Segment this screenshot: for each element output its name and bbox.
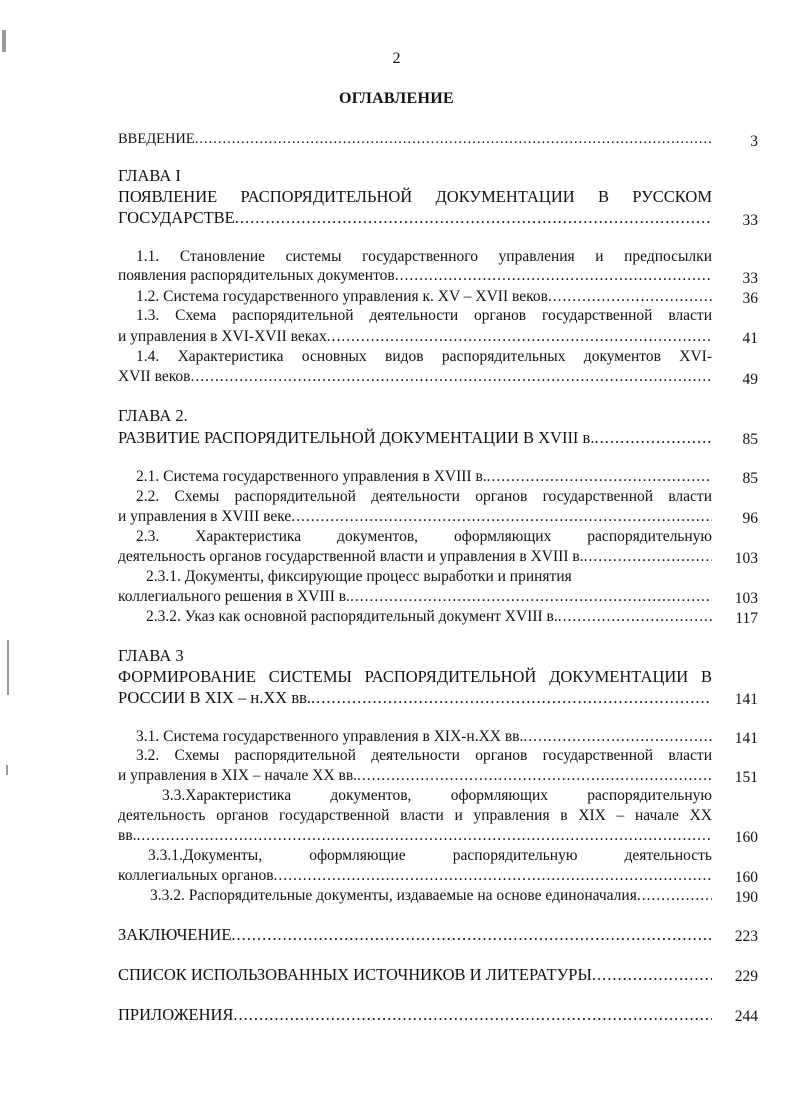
toc-entry-3-3-2[interactable] bbox=[118, 886, 712, 905]
leader-dots bbox=[637, 886, 712, 905]
toc-entry-label: 2.3.2. Указ как основной распорядительный документ XVIII в. bbox=[146, 608, 558, 625]
leader-dots bbox=[233, 1005, 712, 1024]
chapter-title[interactable] bbox=[118, 428, 712, 447]
toc-entry-label: РОССИИ В XIX – н.XX вв. bbox=[118, 688, 312, 707]
page-number: 2 bbox=[392, 50, 401, 67]
toc-entry-1-1[interactable]: 1.1. Становление системы государственного управления и предпосылки bbox=[136, 248, 712, 265]
toc-entry-label: 2.1. Система государственного управления в XVIII в. bbox=[136, 468, 487, 485]
chapter-title[interactable]: ФОРМИРОВАНИЕ СИСТЕМЫ РАСПОРЯДИТЕЛЬНОЙ ДОКУМЕНТАЦИИ В bbox=[118, 667, 712, 686]
toc-entry-label: ГОСУДАРСТВЕ bbox=[118, 208, 235, 227]
toc-entry-label: 1.2. Система государственного управления к. XV – XVII веков bbox=[136, 288, 548, 305]
toc-page-number: 36 bbox=[742, 290, 758, 307]
chapter-title-cont[interactable] bbox=[118, 208, 712, 227]
toc-entry-3-2-cont[interactable] bbox=[118, 766, 712, 785]
page-title: ОГЛАВЛЕНИЕ bbox=[339, 90, 454, 107]
toc-entry-2-2[interactable]: 2.2. Схемы распорядительной деятельности органов государственной власти bbox=[136, 488, 712, 505]
toc-entry-label: 3.1. Система государственного управления в XIX-н.XX вв. bbox=[136, 728, 524, 745]
toc-entry-label: XVII веков bbox=[118, 368, 191, 385]
toc-entry-2-2-cont[interactable] bbox=[118, 507, 712, 526]
toc-entry-2-1[interactable] bbox=[118, 467, 712, 486]
toc-page-number: 103 bbox=[734, 590, 758, 607]
toc-entry-2-3-1-cont[interactable] bbox=[118, 587, 712, 606]
toc-entry-2-3-2[interactable] bbox=[118, 607, 712, 626]
leader-dots bbox=[487, 467, 712, 486]
toc-page-number: 41 bbox=[742, 330, 758, 347]
toc-entry-label: 3.3.2. Распорядительные документы, издаваемые на основе единоначалия bbox=[150, 887, 637, 904]
toc-entry-label: появления распорядительных документов bbox=[118, 267, 395, 284]
leader-dots bbox=[195, 130, 712, 149]
toc-page-number: 190 bbox=[734, 889, 758, 906]
toc-entry-1-4[interactable]: 1.4. Характеристика основных видов распорядительных документов XVI- bbox=[136, 348, 712, 365]
chapter-label: ГЛАВА I bbox=[118, 166, 181, 185]
toc-page-number: 85 bbox=[742, 431, 758, 448]
leader-dots bbox=[584, 547, 712, 566]
toc-page-number: 141 bbox=[734, 730, 758, 747]
leader-dots bbox=[231, 925, 712, 944]
toc-entry-1-3-cont[interactable] bbox=[118, 327, 712, 346]
leader-dots bbox=[594, 428, 712, 447]
toc-page-number: 151 bbox=[734, 769, 758, 786]
leader-dots bbox=[523, 727, 712, 746]
leader-dots bbox=[235, 208, 712, 227]
leader-dots bbox=[137, 826, 712, 845]
toc-entry-conclusion[interactable] bbox=[118, 925, 712, 944]
scan-mark bbox=[7, 640, 9, 695]
toc-entry-3-1[interactable] bbox=[118, 727, 712, 746]
toc-page-number: 160 bbox=[734, 869, 758, 886]
leader-dots bbox=[274, 866, 712, 885]
leader-dots bbox=[395, 266, 712, 285]
toc-entry-label: ЗАКЛЮЧЕНИЕ bbox=[118, 925, 232, 944]
toc-entry-1-2[interactable] bbox=[118, 287, 712, 306]
toc-page-number: 33 bbox=[742, 270, 758, 287]
toc-entry-3-3-cont2[interactable] bbox=[118, 826, 712, 845]
toc-entry-label: вв. bbox=[118, 827, 137, 844]
toc-entry-label: РАЗВИТИЕ РАСПОРЯДИТЕЛЬНОЙ ДОКУМЕНТАЦИИ В XVIII в. bbox=[118, 428, 595, 447]
toc-entry-3-3[interactable]: 3.3.Характеристика документов, оформляющих распорядительную bbox=[162, 787, 712, 804]
toc-entry-3-3-1[interactable]: 3.3.1.Документы, оформляющие распорядительную деятельность bbox=[148, 847, 712, 864]
toc-page-number: 85 bbox=[742, 470, 758, 487]
toc-entry-1-4-cont[interactable] bbox=[118, 367, 712, 386]
toc-entry-label: ПРИЛОЖЕНИЯ bbox=[118, 1005, 234, 1024]
toc-entry-label: и управления в XVI-XVII веках bbox=[118, 328, 327, 345]
toc-page-number: 117 bbox=[735, 610, 758, 627]
leader-dots bbox=[558, 607, 712, 626]
toc-page-number: 96 bbox=[742, 510, 758, 527]
toc-entry-3-3-1-cont[interactable] bbox=[118, 866, 712, 885]
toc-entry-label: и управления в XIX – начале XX вв. bbox=[118, 767, 358, 784]
toc-entry-label: деятельность органов государственной власти и управления в XVIII в. bbox=[118, 548, 584, 565]
chapter-label: ГЛАВА 3 bbox=[118, 646, 184, 665]
toc-page-number: 141 bbox=[734, 691, 758, 708]
toc-entry-3-3-cont[interactable]: деятельность органов государственной власти и управления в XIX – начале XX bbox=[118, 807, 712, 824]
toc-page-number: 49 bbox=[742, 371, 758, 388]
toc-entry-2-3-cont[interactable] bbox=[118, 547, 712, 566]
toc-page-number: 33 bbox=[742, 212, 758, 229]
toc-page-number: 229 bbox=[734, 968, 758, 985]
leader-dots bbox=[327, 327, 712, 346]
toc-page-number: 223 bbox=[734, 928, 758, 945]
leader-dots bbox=[291, 507, 712, 526]
scan-mark bbox=[2, 30, 6, 52]
leader-dots bbox=[311, 688, 712, 707]
toc-entry-appendix[interactable] bbox=[118, 1005, 712, 1024]
leader-dots bbox=[357, 766, 712, 785]
toc-entry-intro[interactable] bbox=[118, 130, 712, 149]
scan-mark bbox=[6, 765, 8, 775]
toc-entry-2-3[interactable]: 2.3. Характеристика документов, оформляющих распорядительную bbox=[136, 528, 712, 545]
toc-page-number: 3 bbox=[750, 133, 758, 150]
toc-entry-label: СПИСОК ИСПОЛЬЗОВАННЫХ ИСТОЧНИКОВ И ЛИТЕРАТУРЫ bbox=[118, 965, 592, 984]
toc-entry-label: коллегиальных органов bbox=[118, 867, 274, 884]
leader-dots bbox=[548, 287, 712, 306]
toc-page-number: 244 bbox=[734, 1008, 758, 1025]
leader-dots bbox=[191, 367, 712, 386]
toc-entry-label: коллегиального решения в XVIII в. bbox=[118, 588, 350, 605]
toc-entry-2-3-1[interactable]: 2.3.1. Документы, фиксирующие процесс выработки и принятия bbox=[146, 568, 572, 585]
toc-entry-label: ВВЕДЕНИЕ bbox=[118, 131, 195, 147]
chapter-title-cont[interactable] bbox=[118, 688, 712, 707]
toc-entry-1-3[interactable]: 1.3. Схема распорядительной деятельности органов государственной власти bbox=[136, 307, 712, 324]
leader-dots bbox=[350, 587, 712, 606]
toc-entry-3-2[interactable]: 3.2. Схемы распорядительной деятельности органов государственной власти bbox=[136, 747, 712, 764]
toc-page-number: 103 bbox=[734, 550, 758, 567]
chapter-label: ГЛАВА 2. bbox=[118, 406, 188, 425]
toc-entry-sources[interactable] bbox=[118, 965, 712, 984]
chapter-title[interactable]: ПОЯВЛЕНИЕ РАСПОРЯДИТЕЛЬНОЙ ДОКУМЕНТАЦИИ В РУССКОМ bbox=[118, 187, 712, 206]
toc-page-number: 160 bbox=[734, 829, 758, 846]
leader-dots bbox=[592, 965, 712, 984]
toc-entry-1-1-cont[interactable] bbox=[118, 266, 712, 285]
toc-entry-label: и управления в XVIII веке bbox=[118, 508, 292, 525]
